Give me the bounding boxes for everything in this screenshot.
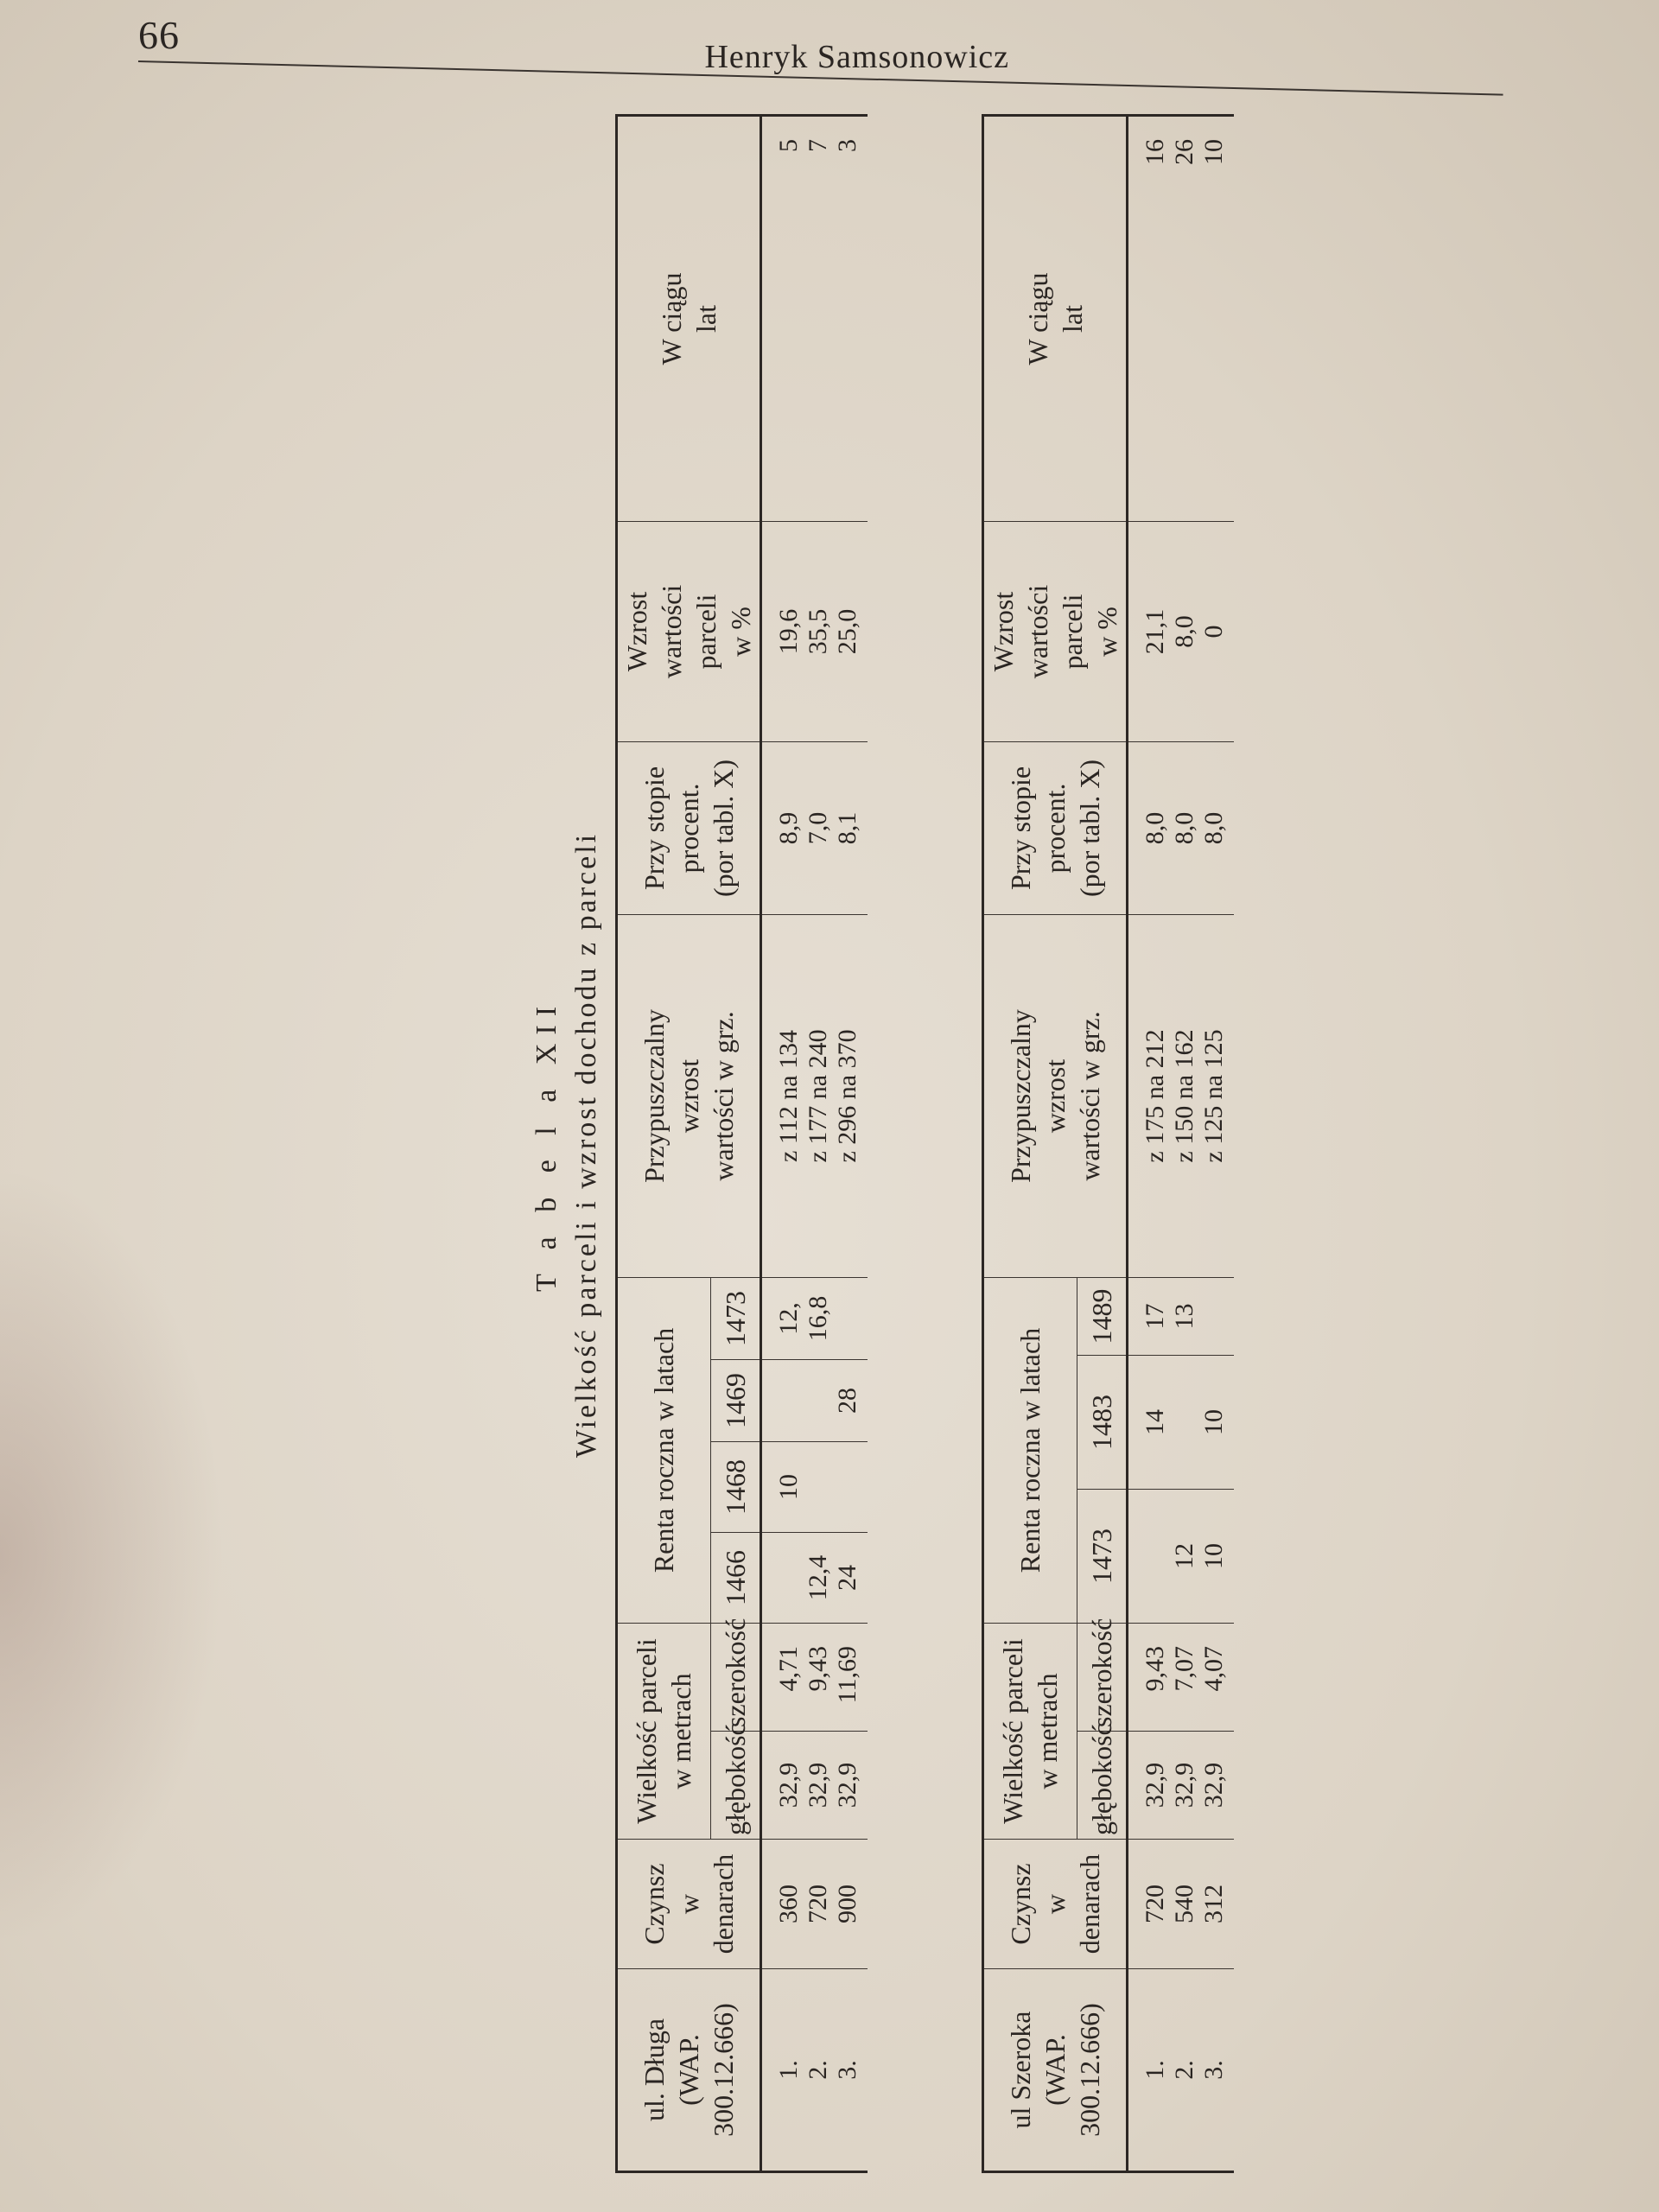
wzrost-header: Wzrost wartości parceli w % (983, 521, 1128, 741)
table-row (1199, 115, 1234, 2171)
lat-cell: 7 (804, 115, 833, 521)
row-number: 2. (1170, 1969, 1199, 2172)
rotated-table-block (527, 117, 1590, 2173)
row-number: 1. (1128, 1969, 1171, 2172)
table-section-dluga (615, 114, 868, 2173)
wzrost-cell: 21,1 (1128, 521, 1171, 741)
renta-cell (761, 1359, 804, 1441)
renta-cell: 14 (1128, 1355, 1171, 1489)
renta-cell (804, 1441, 833, 1532)
renta-cell: 16,8 (804, 1277, 833, 1359)
przypuszczalny-header: Przypuszczalny wzrost wartości w grz. (983, 914, 1128, 1277)
szerokosc-cell: 9,43 (804, 1623, 833, 1731)
glebokosc-cell: 32,9 (833, 1732, 868, 1840)
glebokosc-header: głębokość (1077, 1732, 1127, 1840)
glebokosc-cell: 32,9 (761, 1732, 804, 1840)
year-header: 1469 (710, 1359, 760, 1441)
wzrost-cell: 35,5 (804, 521, 833, 741)
renta-cell: 12,4 (804, 1532, 833, 1623)
glebokosc-cell: 32,9 (1199, 1732, 1234, 1840)
lat-header: W ciągu lat (983, 115, 1128, 521)
renta-cell: 13 (1170, 1277, 1199, 1355)
table-row (1128, 115, 1171, 2171)
table-row (761, 115, 804, 2171)
year-header: 1466 (710, 1532, 760, 1623)
year-header: 1468 (710, 1441, 760, 1532)
renta-cell: 28 (833, 1359, 868, 1441)
renta-cell (833, 1277, 868, 1359)
renta-cell: 17 (1128, 1277, 1171, 1355)
year-header: 1473 (1077, 1489, 1127, 1623)
szerokosc-cell: 4,71 (761, 1623, 804, 1731)
czynsz-header: Czynsz w denarach (617, 1840, 761, 1969)
przypuszczalny-cell: z 175 na 212 (1128, 914, 1171, 1277)
renta-cell: 10 (761, 1441, 804, 1532)
year-header: 1473 (710, 1277, 760, 1359)
glebokosc-cell: 32,9 (1128, 1732, 1171, 1840)
stopa-cell: 8,0 (1170, 741, 1199, 914)
row-number: 3. (1199, 1969, 1234, 2172)
wzrost-cell: 19,6 (761, 521, 804, 741)
szerokosc-cell: 9,43 (1128, 1623, 1171, 1731)
renta-cell: 10 (1199, 1489, 1234, 1623)
page-shadow (0, 1166, 225, 1944)
szerokosc-cell: 7,07 (1170, 1623, 1199, 1731)
table-row (1170, 115, 1199, 2171)
wzrost-cell: 25,0 (833, 521, 868, 741)
czynsz-cell: 312 (1199, 1840, 1234, 1969)
row-number: 2. (804, 1969, 833, 2172)
lat-cell: 3 (833, 115, 868, 521)
przypuszczalny-cell: z 125 na 125 (1199, 914, 1234, 1277)
stopa-header: Przy stopie procent. (por tabl. X) (617, 741, 761, 914)
szerokosc-cell: 4,07 (1199, 1623, 1234, 1731)
czynsz-cell: 540 (1170, 1840, 1199, 1969)
table-section-szeroka (982, 114, 1234, 2173)
table-caption (527, 117, 607, 2173)
renta-cell: 12, (761, 1277, 804, 1359)
szerokosc-header: szerokość (1077, 1623, 1127, 1731)
renta-cell: 12 (1170, 1489, 1199, 1623)
renta-cell (1170, 1355, 1199, 1489)
wzrost-header: Wzrost wartości parceli w % (617, 521, 761, 741)
row-number: 3. (833, 1969, 868, 2172)
table-row (804, 115, 833, 2171)
renta-header: Renta roczna w latach (983, 1277, 1077, 1623)
renta-cell (1199, 1277, 1234, 1355)
glebokosc-cell: 32,9 (804, 1732, 833, 1840)
renta-cell (761, 1532, 804, 1623)
wzrost-cell: 8,0 (1170, 521, 1199, 741)
lat-header: W ciągu lat (617, 115, 761, 521)
glebokosc-header: głębokość (710, 1732, 760, 1840)
stopa-cell: 8,0 (1128, 741, 1171, 914)
renta-cell: 10 (1199, 1355, 1234, 1489)
renta-cell: 24 (833, 1532, 868, 1623)
czynsz-cell: 720 (804, 1840, 833, 1969)
przypuszczalny-cell: z 177 na 240 (804, 914, 833, 1277)
przypuszczalny-cell: z 150 na 162 (1170, 914, 1199, 1277)
glebokosc-cell: 32,9 (1170, 1732, 1199, 1840)
stopa-cell: 7,0 (804, 741, 833, 914)
przypuszczalny-cell: z 296 na 370 (833, 914, 868, 1277)
running-head: Henryk Samsonowicz (704, 39, 1009, 75)
przypuszczalny-header: Przypuszczalny wzrost wartości w grz. (617, 914, 761, 1277)
stopa-cell: 8,0 (1199, 741, 1234, 914)
renta-cell (833, 1441, 868, 1532)
year-header: 1483 (1077, 1355, 1127, 1489)
street-header: ul. Długa (WAP. 300.12.666) (617, 1969, 761, 2172)
renta-cell (804, 1359, 833, 1441)
lat-cell: 5 (761, 115, 804, 521)
przypuszczalny-cell: z 112 na 134 (761, 914, 804, 1277)
stopa-cell: 8,9 (761, 741, 804, 914)
street-header: ul Szeroka (WAP. 300.12.666) (983, 1969, 1128, 2172)
stopa-cell: 8,1 (833, 741, 868, 914)
szerokosc-cell: 11,69 (833, 1623, 868, 1731)
table-subtitle: Wielkość parceli i wzrost dochodu z parceli (570, 831, 602, 1459)
renta-cell (1128, 1489, 1171, 1623)
lat-cell: 26 (1170, 115, 1199, 521)
wzrost-cell: 0 (1199, 521, 1234, 741)
szerokosc-header: szerokość (710, 1623, 760, 1731)
wielkosc-header: Wielkość parceli w metrach (617, 1623, 711, 1839)
year-header: 1489 (1077, 1277, 1127, 1355)
table-row (833, 115, 868, 2171)
lat-cell: 16 (1128, 115, 1171, 521)
stopa-header: Przy stopie procent. (por tabl. X) (983, 741, 1128, 914)
renta-header: Renta roczna w latach (617, 1277, 711, 1623)
wielkosc-header: Wielkość parceli w metrach (983, 1623, 1077, 1839)
czynsz-cell: 720 (1128, 1840, 1171, 1969)
page-number: 66 (138, 13, 180, 57)
row-number: 1. (761, 1969, 804, 2172)
lat-cell: 10 (1199, 115, 1234, 521)
czynsz-cell: 900 (833, 1840, 868, 1969)
czynsz-header: Czynsz w denarach (983, 1840, 1128, 1969)
czynsz-cell: 360 (761, 1840, 804, 1969)
table-label: T a b e l a XII (531, 997, 563, 1293)
